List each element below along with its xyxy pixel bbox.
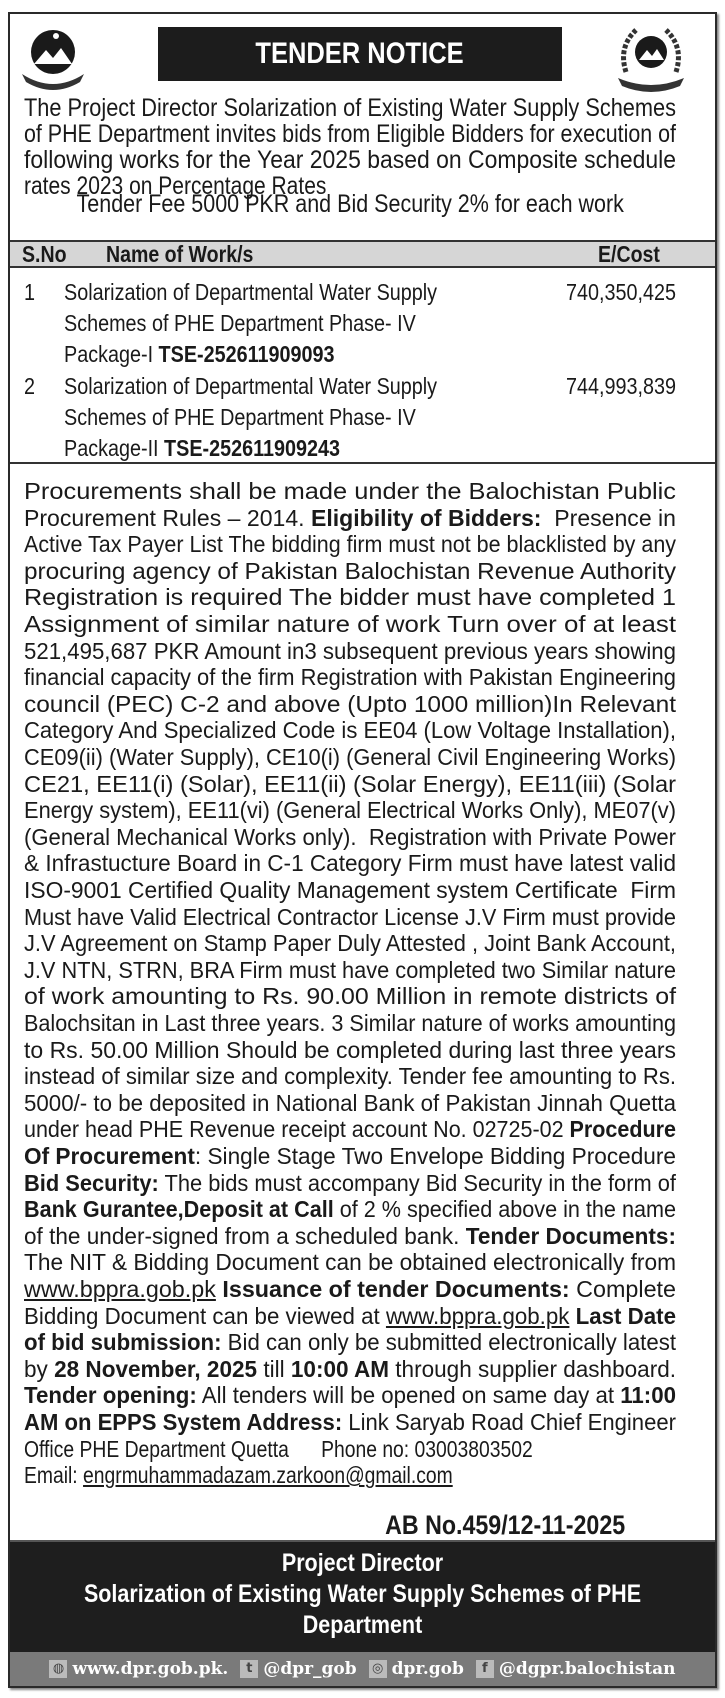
body-line — [24, 478, 676, 506]
body-text: ISO-9001 Certified Quality Management system Certificate Firm — [24, 877, 676, 903]
intro-text: of PHE Department invites bids from Eligible Bidders for execution of — [24, 120, 676, 148]
signature-block — [10, 1540, 715, 1652]
body-line — [24, 1249, 676, 1277]
bppra-link[interactable]: www.bppra.gob.pk — [24, 1276, 216, 1302]
body-text: Category And Specialized Code is EE04 (Low Voltage Installation), — [24, 717, 676, 744]
department-emblem-logo — [612, 22, 690, 94]
intro-line — [24, 94, 676, 122]
body-line — [24, 558, 676, 586]
balochistan-government-logo — [14, 22, 92, 94]
row-estimated-cost: 740,350,425 — [566, 279, 676, 305]
bold-heading: Procedure — [569, 1116, 676, 1143]
bold-heading: of bid submission: — [24, 1329, 222, 1356]
body-line — [24, 1010, 676, 1038]
row-work-name: Package-II TSE-252611909243 — [64, 435, 341, 461]
bold-heading: Tender Documents: — [465, 1222, 676, 1249]
bold-heading: Issuance of tender Documents: — [222, 1276, 570, 1302]
row-sno: 1 — [24, 279, 36, 305]
body-text: : Single Stage Two Envelope Bidding Procedure — [194, 1143, 677, 1169]
works-table-header — [10, 240, 715, 268]
body-line — [24, 877, 676, 905]
body-text: under head PHE Revenue receipt account No. 02725-02 — [24, 1116, 570, 1143]
body-text: financial capacity of the firm Registration with Pakistan Engineering — [24, 664, 676, 691]
row-tse-id: TSE-252611909093 — [158, 341, 335, 367]
body-text: 5000/- to be deposited in National Bank of Pakistan Jinnah Quetta — [24, 1089, 676, 1116]
body-text: Procurements shall be made under the Balochistan Public — [24, 478, 676, 504]
body-text: Complete — [569, 1276, 676, 1302]
row-tse-id: TSE-252611909243 — [164, 435, 341, 461]
signatory-title: Project Director — [281, 1549, 444, 1577]
body-line — [24, 1382, 676, 1410]
body-text: Bid can only be submitted electronically latest — [221, 1329, 676, 1356]
facebook-icon: f — [476, 1660, 494, 1678]
body-text: Registration is required The bidder must have completed 1 — [24, 584, 676, 611]
body-text: & Infrastucture Board in C-1 Category Firm must have latest valid — [24, 850, 676, 877]
bold-heading: Of Procurement — [24, 1143, 195, 1169]
body-text: CE21, EE11(i) (Solar), EE11(ii) (Solar Energy), EE11(iii) (Solar — [24, 770, 676, 797]
body-text: of 2 % specified above in the name — [333, 1196, 676, 1223]
intro-line — [24, 120, 676, 148]
body-text: till — [257, 1355, 291, 1382]
body-line — [24, 1276, 676, 1304]
intro-line — [24, 146, 676, 174]
body-text: J.V Agreement on Stamp Paper Duly Attested , Joint Bank Account, — [24, 930, 676, 957]
footer-link[interactable]: t @dpr_gob — [240, 1659, 356, 1679]
body-line — [24, 1196, 676, 1224]
body-line — [24, 1143, 676, 1171]
body-line — [24, 850, 676, 878]
body-text: council (PEC) C-2 and above (Upto 1000 million)In Relevant — [24, 690, 676, 717]
body-text: instead of similar size and complexity. Tender fee amounting to Rs. — [24, 1063, 676, 1090]
row-sno: 2 — [24, 373, 36, 399]
globe-icon: ◍ — [49, 1660, 67, 1678]
body-text: to Rs. 50.00 Million Should be completed during last three years — [24, 1036, 676, 1063]
body-line — [24, 1356, 676, 1384]
body-text: Presence in — [541, 504, 676, 531]
intro-text: rates 2023 on Percentage Rates — [24, 172, 327, 200]
body-text: Procurement Rules – 2014. — [24, 504, 311, 531]
bold-heading: Bank Gurantee,Deposit at Call — [24, 1196, 334, 1223]
email-link[interactable]: engrmuhammadazam.zarkoon@gmail.com — [83, 1462, 453, 1489]
bold-heading: AM on EPPS System Address: — [24, 1409, 343, 1435]
body-line — [24, 771, 676, 799]
body-line — [24, 904, 676, 932]
footer-link[interactable]: ◍ www.dpr.gob.pk. — [49, 1659, 228, 1679]
body-text: Balochsitan in Last three years. 3 Similar nature of works amounting — [24, 1010, 676, 1036]
body-text: Active Tax Payer List The bidding firm must not be blacklisted by any — [24, 531, 676, 558]
bold-heading: Last Date — [575, 1302, 676, 1329]
bppra-link[interactable]: www.bppra.gob.pk — [385, 1302, 570, 1329]
body-line — [24, 824, 676, 852]
body-line — [24, 1116, 676, 1144]
body-line — [24, 584, 676, 612]
header-ecost: E/Cost — [598, 241, 660, 267]
row-estimated-cost: 744,993,839 — [566, 373, 676, 399]
body-text: (General Mechanical Works only). Registration with Private Power — [24, 823, 676, 850]
body-text: through supplier dashboard. — [389, 1355, 676, 1382]
tender-fee-line: Tender Fee 5000 PKR and Bid Security 2% for each work — [76, 190, 624, 218]
body-line — [24, 1223, 676, 1251]
body-text: procuring agency of Pakistan Balochistan Revenue Authority — [24, 557, 676, 584]
body-line — [24, 611, 676, 639]
body-line — [24, 1170, 676, 1198]
tender-notice-title: TENDER NOTICE — [158, 27, 562, 81]
body-line — [24, 1090, 676, 1118]
row-work-name: Schemes of PHE Department Phase- IV — [64, 404, 416, 430]
body-text: Email: — [24, 1462, 84, 1489]
row-work-name: Solarization of Departmental Water Supply — [64, 279, 438, 305]
intro-text: The Project Director Solarization of Existing Water Supply Schemes — [24, 94, 676, 122]
bold-heading: Tender opening: — [24, 1382, 197, 1409]
signatory-department: Department — [302, 1611, 423, 1639]
intro-text: following works for the Year 2025 based on Composite schedule — [24, 146, 676, 174]
body-line — [24, 505, 676, 533]
body-line — [24, 983, 676, 1011]
row-work-name: Schemes of PHE Department Phase- IV — [64, 310, 416, 336]
body-text: 521,495,687 PKR Amount in3 subsequent previous years showing — [24, 637, 676, 664]
body-text: by — [24, 1355, 55, 1382]
dpr-links-bar — [10, 1652, 715, 1686]
body-text: of the under-signed from a scheduled bank. — [24, 1222, 466, 1249]
body-text: Bidding Document can be viewed at — [24, 1302, 386, 1329]
instagram-icon: ◎ — [369, 1660, 387, 1678]
body-text: The bids must accompany Bid Security in the form of — [158, 1169, 676, 1196]
body-line — [24, 691, 676, 719]
body-line — [24, 1063, 676, 1091]
header-sno: S.No — [22, 241, 67, 267]
row-work-name: Solarization of Departmental Water Supply — [64, 373, 438, 399]
body-text: J.V NTN, STRN, BRA Firm must have completed two Similar nature — [24, 956, 676, 983]
body-text: Must have Valid Electrical Contractor License J.V Firm must provide — [24, 903, 676, 930]
ad-number: AB No.459/12-11-2025 — [384, 1510, 625, 1540]
body-line — [24, 1303, 676, 1331]
body-line — [24, 531, 676, 559]
bold-heading: Bid Security: — [24, 1169, 159, 1196]
table-divider — [10, 462, 715, 464]
body-line — [24, 1409, 676, 1437]
body-line — [24, 1329, 676, 1357]
footer-link[interactable]: f @dgpr.balochistan — [476, 1659, 676, 1679]
body-text: CE09(ii) (Water Supply), CE10(i) (General Civil Engineering Works) — [24, 744, 676, 770]
signatory-office: Solarization of Existing Water Supply Schemes of PHE — [83, 1580, 642, 1608]
twitter-icon: t — [240, 1660, 258, 1678]
body-line — [24, 957, 676, 985]
header-name-of-work: Name of Work/s — [106, 241, 254, 267]
bold-heading: 28 November, 2025 — [54, 1355, 258, 1382]
footer-link[interactable]: ◎ dpr.gob — [369, 1659, 464, 1679]
body-text: Assignment of similar nature of work Turn over of at least — [24, 611, 676, 637]
bold-heading: 10:00 AM — [290, 1355, 390, 1382]
body-text: Office PHE Department Quetta Phone no: 03003803502 — [24, 1435, 533, 1462]
body-line — [24, 1462, 676, 1490]
body-line — [24, 638, 676, 666]
body-line — [24, 1436, 676, 1464]
body-line — [24, 797, 676, 825]
body-text: Link Saryab Road Chief Engineer — [342, 1409, 676, 1435]
body-text: Energy system), EE11(vi) (General Electrical Works Only), ME07(v) — [24, 797, 676, 824]
body-text: All tenders will be opened on same day at — [196, 1382, 621, 1409]
body-line — [24, 717, 676, 745]
bold-heading: 11:00 — [620, 1382, 676, 1409]
body-line — [24, 744, 676, 772]
body-text: The NIT & Bidding Document can be obtained electronically from — [24, 1249, 676, 1276]
body-line — [24, 930, 676, 958]
body-line — [24, 664, 676, 692]
bold-heading: Eligibility of Bidders: — [310, 504, 542, 531]
row-work-name: Package-I TSE-252611909093 — [64, 341, 335, 367]
body-line — [24, 1037, 676, 1065]
body-text: of work amounting to Rs. 90.00 Million in remote districts of — [24, 983, 676, 1010]
